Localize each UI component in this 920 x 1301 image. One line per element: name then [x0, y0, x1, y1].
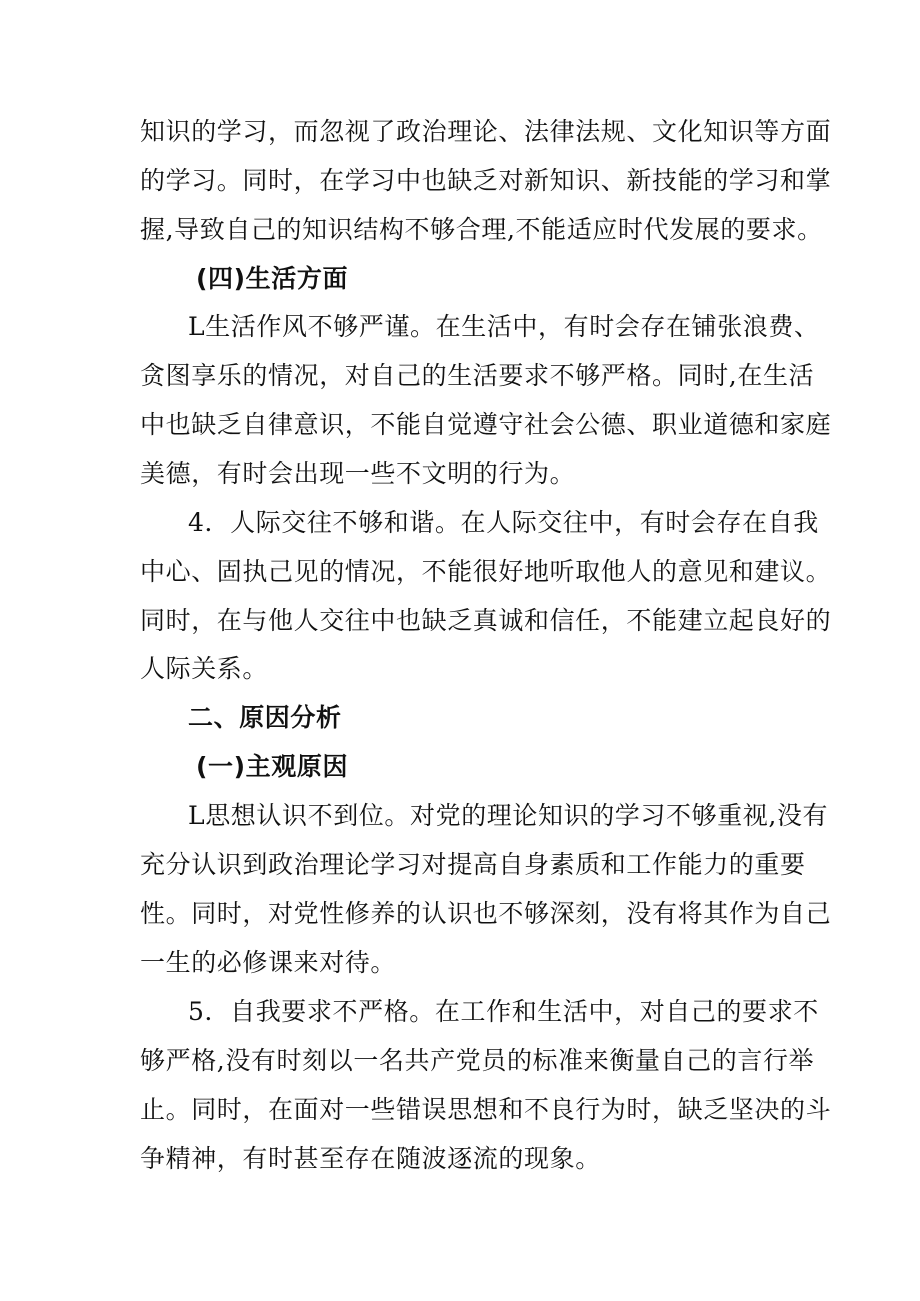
- paragraph-line: 贪图享乐的情况，对自己的生活要求不够严格。同时,在生活: [140, 361, 815, 390]
- paragraph-line: 充分认识到政治理论学习对提高自身素质和工作能力的重要: [140, 850, 806, 879]
- paragraph-line: 知识的学习，而忽视了政治理论、法律法规、文化知识等方面: [140, 117, 832, 146]
- section-heading-life: (四)生活方面: [196, 264, 349, 293]
- paragraph-line: 争精神，有时甚至存在随波逐流的现象。: [140, 1144, 601, 1173]
- paragraph-line: 中心、固执己见的情况，不能很好地听取他人的意见和建议。: [140, 557, 832, 586]
- section-heading-cause-analysis: 二、原因分析: [188, 703, 342, 732]
- paragraph-line: 美德，有时会出现一些不文明的行为。: [140, 459, 576, 488]
- paragraph-line: 人际关系。: [140, 654, 269, 683]
- section-heading-subjective-causes: (一)主观原因: [196, 752, 349, 781]
- paragraph-line: 的学习。同时，在学习中也缺乏对新知识、新技能的学习和掌: [140, 166, 832, 195]
- paragraph-line: 5．自我要求不严格。在工作和生活中，对自己的要求不: [188, 997, 819, 1026]
- paragraph-line: 够严格,没有时刻以一名共产党员的标准来衡量自己的言行举: [140, 1046, 815, 1075]
- paragraph-line: L思想认识不到位。对党的理论知识的学习不够重视,没有: [188, 801, 829, 830]
- paragraph-line: L生活作风不够严谨。在生活中，有时会存在铺张浪费、: [188, 312, 820, 341]
- paragraph-line: 中也缺乏自律意识，不能自觉遵守社会公德、职业道德和家庭: [140, 410, 832, 439]
- paragraph-line: 同时，在与他人交往中也缺乏真诚和信任，不能建立起良好的: [140, 606, 832, 635]
- paragraph-line: 4．人际交往不够和谐。在人际交往中，有时会存在自我: [188, 508, 819, 537]
- paragraph-line: 一生的必修课来对待。: [140, 948, 397, 977]
- paragraph-line: 握,导致自己的知识结构不够合理,不能适应时代发展的要求。: [140, 215, 823, 244]
- paragraph-line: 止。同时，在面对一些错误思想和不良行为时，缺乏坚决的斗: [140, 1095, 832, 1124]
- paragraph-line: 性。同时，对党性修养的认识也不够深刻，没有将其作为自己: [140, 899, 832, 928]
